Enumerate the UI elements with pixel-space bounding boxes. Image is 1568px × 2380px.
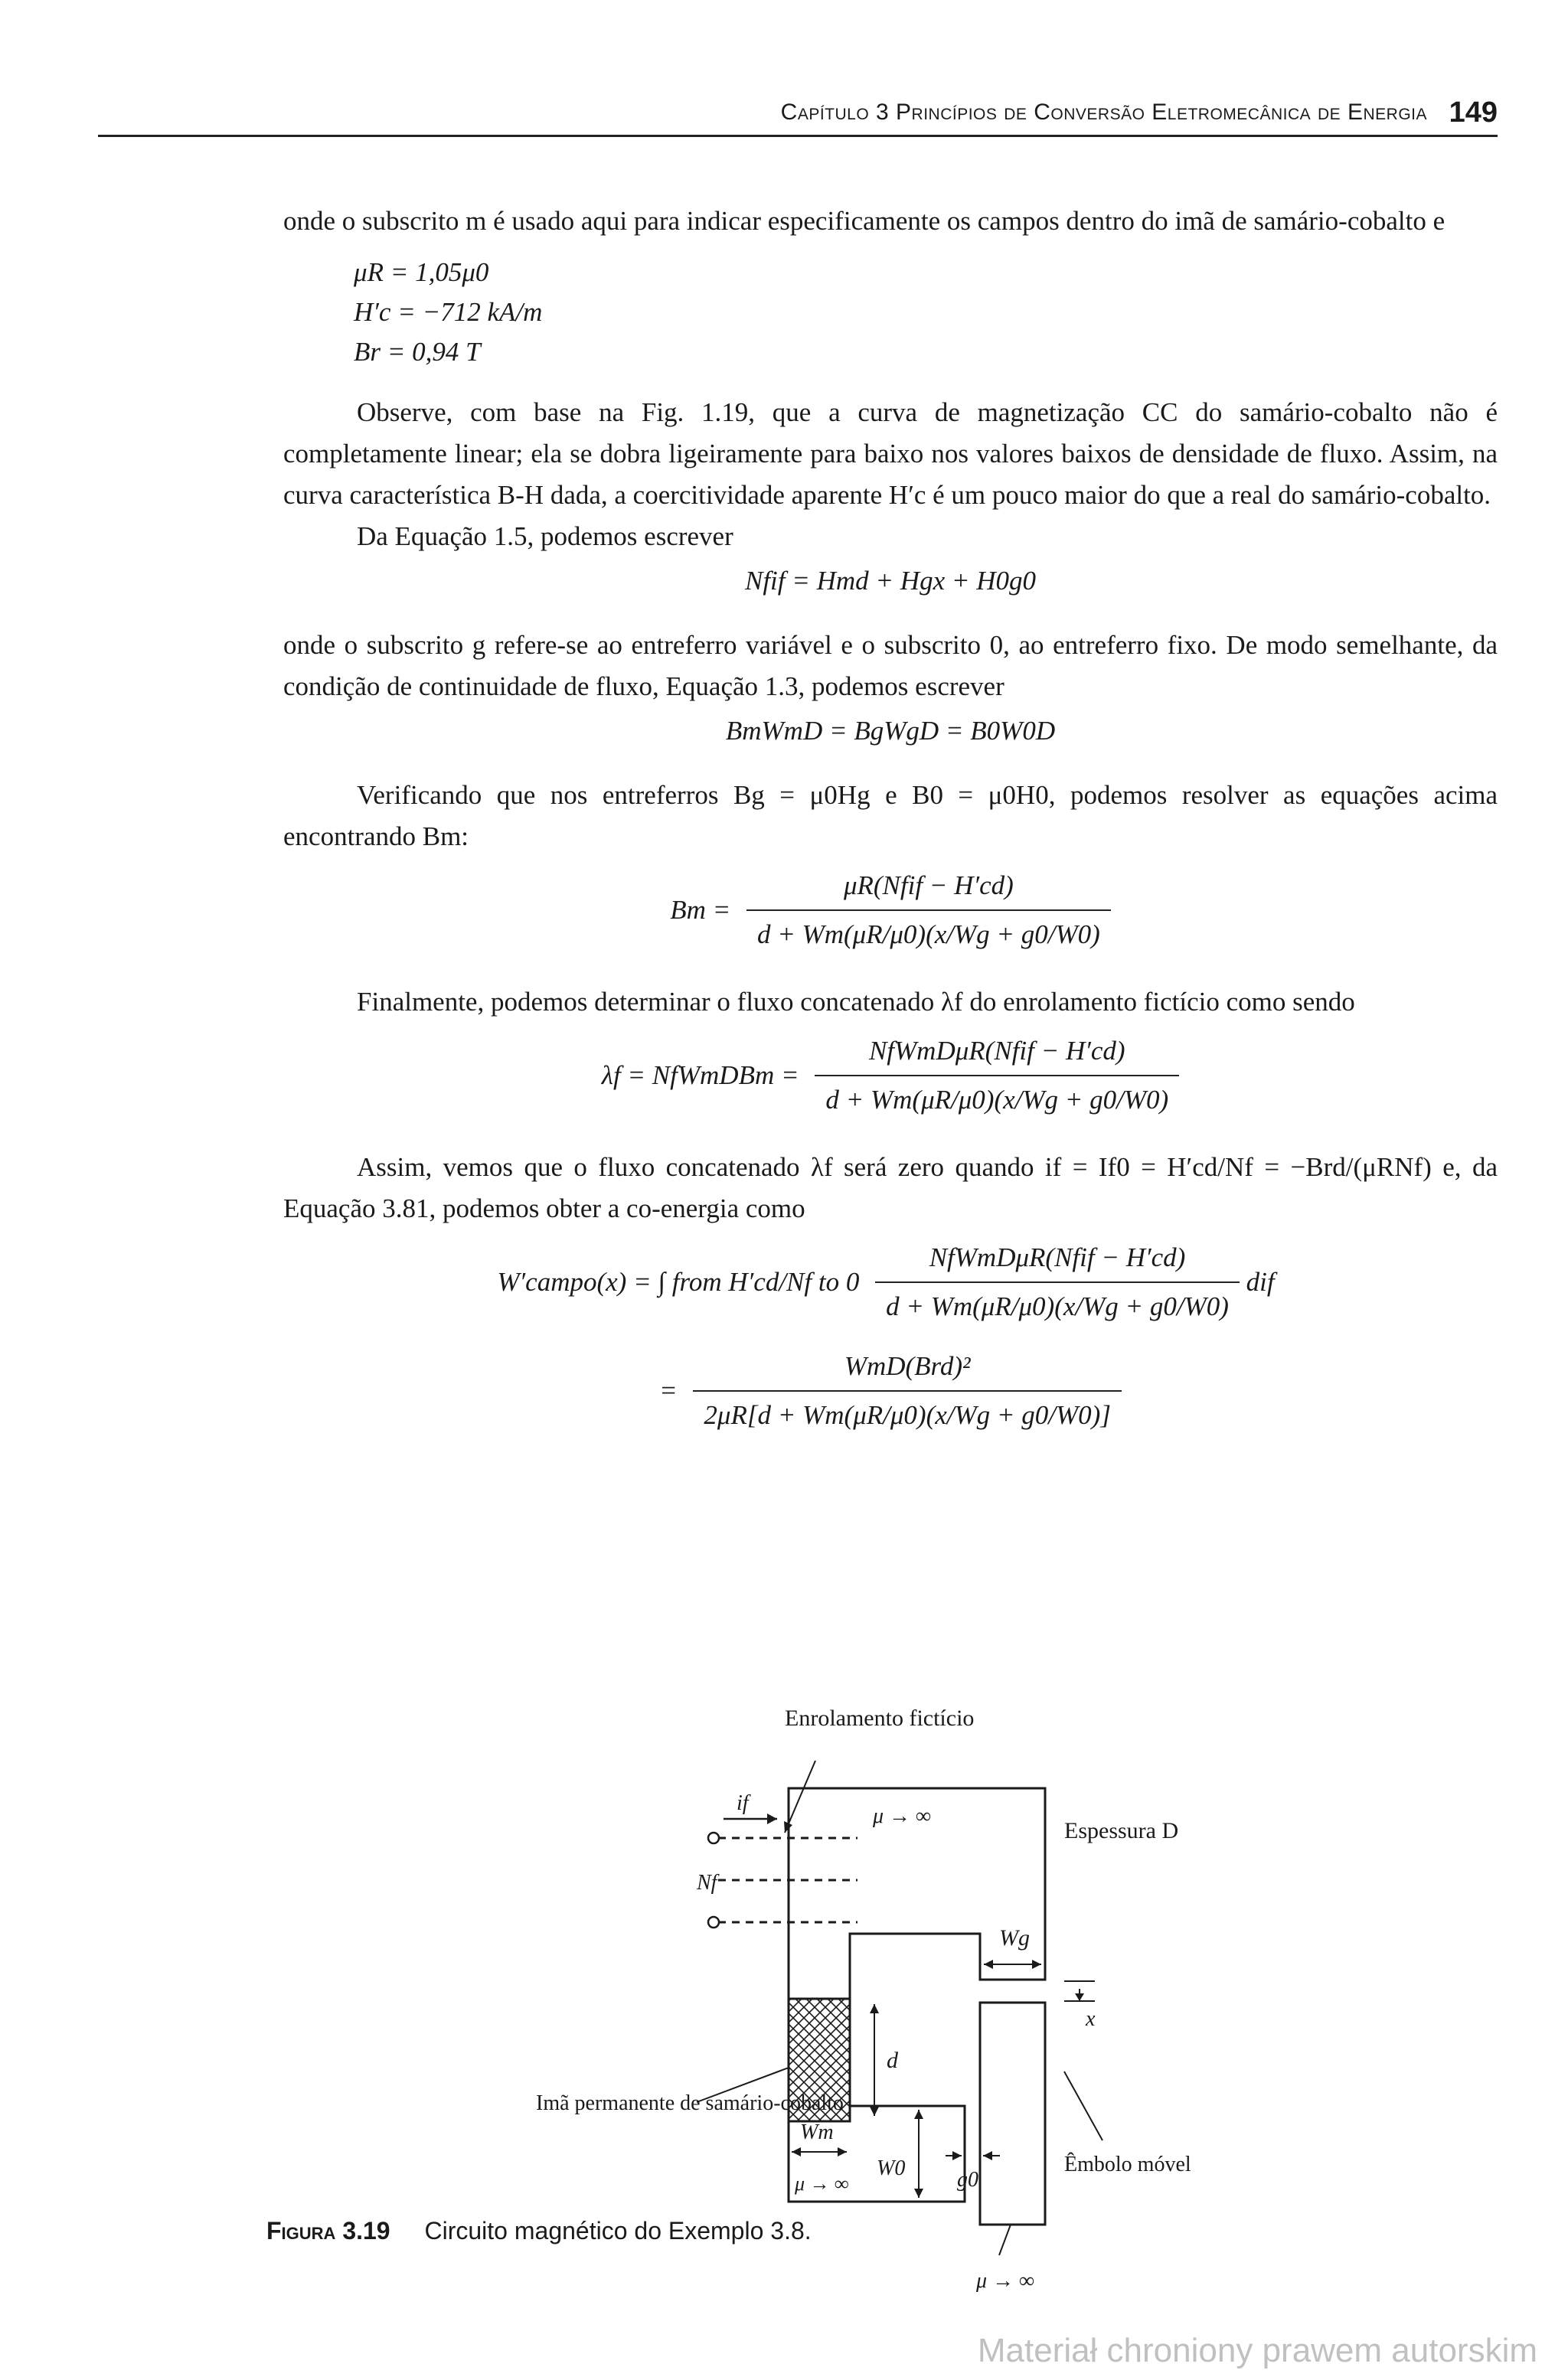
paragraph-2: Observe, com base na Fig. 1.19, que a curva de magnetização CC do samário-cobalto não é completamente linear; ela se dobra ligeiramente para baixo nos valores baixos de densidade de fluxo. Assim, na curva característica B-H dada, a coercitividade aparente H′c é um pouco maior do que a real do samário-cobalto. (283, 397, 1498, 510)
equation-lambda (283, 1030, 1498, 1121)
copyright-watermark: Materiał chroniony prawem autorskim (977, 2332, 1537, 2369)
equation-ampere: Nfif = Hmd + Hgx + H0g0 (744, 566, 1036, 596)
equation-bm (283, 865, 1498, 955)
page-body (283, 201, 1498, 1462)
bm-fraction (746, 865, 1111, 955)
paragraph-3: Da Equação 1.5, podemos escrever (357, 521, 733, 551)
label-wg: Wg (999, 1925, 1030, 1951)
result-fraction (693, 1346, 1122, 1436)
def-hc: H′c = −712 kA/m (354, 297, 543, 327)
terminal-top (708, 1833, 719, 1843)
coenergy-denominator: d + Wm(μR/μ0)(x/Wg + g0/W0) (886, 1291, 1229, 1321)
result-numerator: WmD(Brd)² (693, 1346, 1122, 1392)
paragraph-1: onde o subscrito m é usado aqui para indicar especificamente os campos dentro do imã de samário-cobalto e (283, 206, 1446, 236)
running-header (98, 98, 1498, 137)
paragraph-7: Assim, vemos que o fluxo concatenado λf será zero quando if = If0 = H′cd/Nf = −Brd/(μRNf) e, da Equação 3.81, podemos obter a co-energia como (283, 1152, 1498, 1223)
def-br: Br = 0,94 T (354, 337, 481, 367)
paragraph-4: onde o subscrito g refere-se ao entreferro variável e o subscrito 0, ao entreferro fixo. De modo semelhante, da condição de continuidade de fluxo, Equação 1.3, podemos escrever (283, 630, 1498, 701)
label-plunger: Êmbolo móvel (1064, 2153, 1191, 2176)
chapter-title: Capítulo 3 Princípios de Conversão Eletromecânica de Energia (780, 100, 1427, 125)
caption-text: Circuito magnético do Exemplo 3.8. (424, 2217, 812, 2245)
label-nf: Nf (697, 1871, 717, 1895)
equation-flux-continuity: BmWmD = BgWgD = B0W0D (725, 716, 1056, 746)
result-denominator: 2μR[d + Wm(μR/μ0)(x/Wg + g0/W0)] (704, 1400, 1111, 1430)
caption-label: Figura 3.19 (266, 2217, 390, 2245)
lambda-denominator: d + Wm(μR/μ0)(x/Wg + g0/W0) (825, 1085, 1169, 1115)
lambda-fraction (815, 1030, 1179, 1121)
lambda-lhs: λf = NfWmDBm = (601, 1060, 799, 1090)
coenergy-lhs: W′campo(x) = ∫ from H′cd/Nf to 0 (497, 1267, 860, 1297)
terminal-bottom (708, 1917, 719, 1928)
label-w0: W0 (877, 2156, 906, 2180)
page-number: 149 (1449, 96, 1498, 129)
lambda-numerator: NfWmDμR(Nfif − H′cd) (815, 1030, 1179, 1076)
label-d: d (887, 2048, 898, 2073)
bm-numerator: μR(Nfif − H′cd) (746, 865, 1111, 911)
equation-coenergy-result (283, 1346, 1498, 1436)
result-equals: = (659, 1376, 678, 1405)
label-wm: Wm (800, 2120, 834, 2144)
def-mu-r: μR = 1,05μ0 (354, 257, 489, 287)
label-mu-inf-bottom: μ → ∞ (976, 2269, 1035, 2293)
label-winding-1: Enrolamento fictício (785, 1706, 975, 1731)
figure-caption (266, 2217, 812, 2245)
coenergy-differential: dif (1246, 1267, 1275, 1297)
label-magnet: Imã permanente de samário-cobalto (536, 2091, 844, 2115)
coenergy-fraction (875, 1237, 1240, 1327)
material-parameters (354, 253, 1498, 372)
plunger (980, 2003, 1045, 2225)
coenergy-numerator: NfWmDμR(Nfif − H′cd) (875, 1237, 1240, 1283)
label-thickness: Espessura D (1064, 1818, 1179, 1843)
bm-lhs: Bm = (670, 895, 731, 925)
label-g0: g0 (957, 2168, 978, 2192)
label-mu-inf-top: μ → ∞ (873, 1804, 932, 1828)
paragraph-6: Finalmente, podemos determinar o fluxo concatenado λf do enrolamento fictício como sendo (357, 987, 1355, 1017)
label-mu-inf-left: μ → ∞ (795, 2173, 849, 2195)
label-x: x (1086, 2007, 1096, 2031)
equation-coenergy (283, 1237, 1498, 1327)
paragraph-5: Verificando que nos entreferros Bg = μ0Hg e B0 = μ0H0, podemos resolver as equações acima encontrando Bm: (283, 780, 1498, 851)
label-if: if (737, 1791, 749, 1815)
bm-denominator: d + Wm(μR/μ0)(x/Wg + g0/W0) (756, 919, 1100, 949)
